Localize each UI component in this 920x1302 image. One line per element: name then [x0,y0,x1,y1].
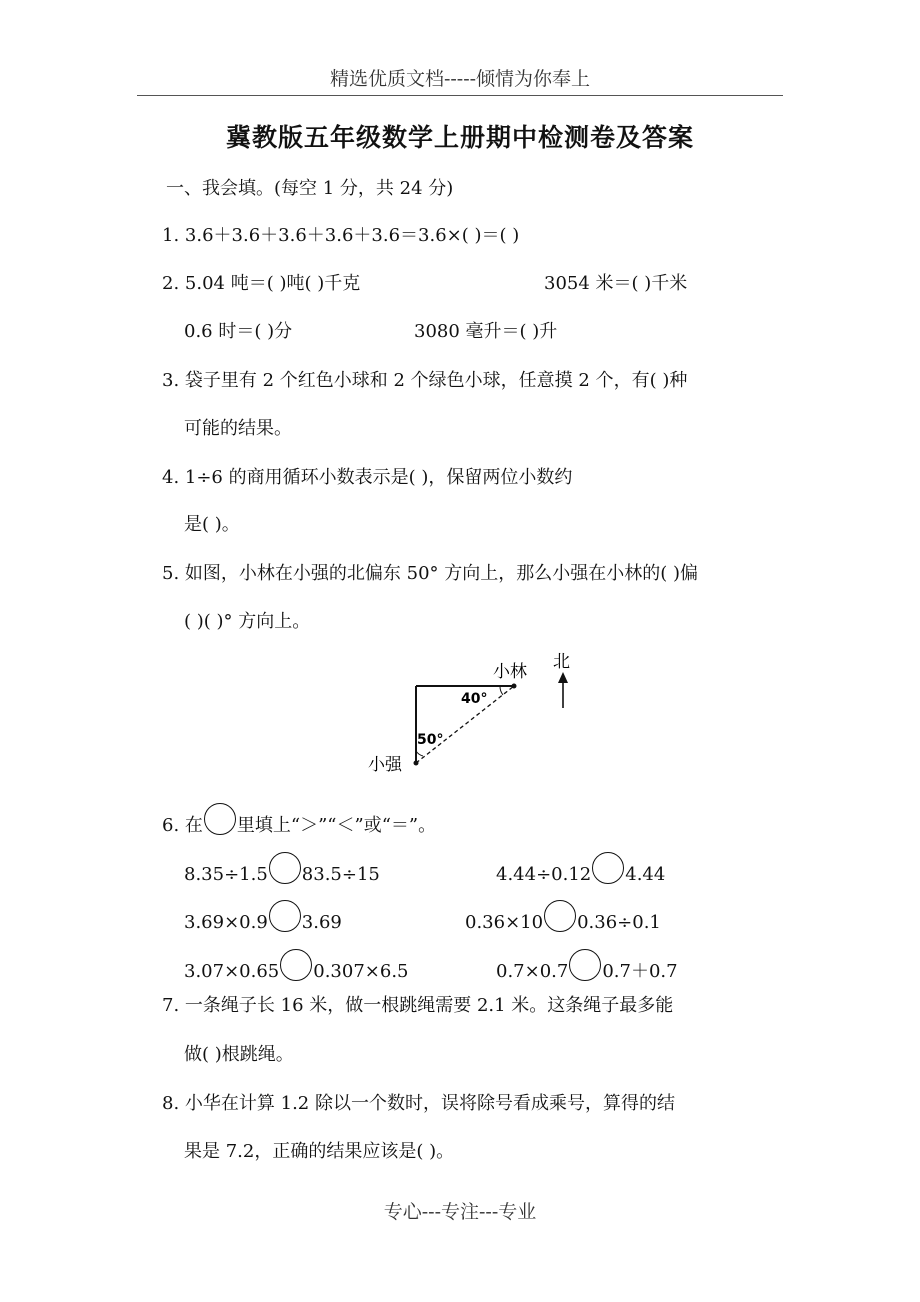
expr-left: 4.44÷0.12 [496,864,592,885]
answer-circle[interactable] [280,949,312,981]
expr-left: 8.35÷1.5 [184,864,268,885]
question-4-line-1: 4. 1÷6 的商用循环小数表示是( )，保留两位小数约 [162,467,573,488]
expr-left: 0.7×0.7 [496,961,569,982]
north-arrow-icon [558,672,568,683]
compare-row-3-left [184,949,409,982]
question-2-part-d: 3080 毫升＝( )升 [414,321,558,342]
question-2-part-a: 2. 5.04 吨＝( )吨( )千克 [162,273,361,294]
page-header: 精选优质文档-----倾情为你奉上 [329,68,591,90]
compare-row-1-left [184,852,380,885]
expr-left: 0.36×10 [465,912,544,933]
question-5-line-2: ( )( )° 方向上。 [184,611,311,632]
label-lin: 小林 [493,662,527,682]
answer-circle[interactable] [592,852,624,884]
document-title: 冀教版五年级数学上册期中检测卷及答案 [225,123,694,152]
expr-right: 0.307×6.5 [313,961,409,982]
expr-right: 0.7＋0.7 [602,961,678,982]
compare-row-2-right [465,900,661,933]
comparison-circle-icon [204,803,236,835]
question-7-line-1: 7. 一条绳子长 16 米，做一根跳绳需要 2.1 米。这条绳子最多能 [162,995,674,1016]
question-5-line-1: 5. 如图，小林在小强的北偏东 50° 方向上，那么小强在小林的( )偏 [162,563,699,584]
question-3-line-1: 3. 袋子里有 2 个红色小球和 2 个绿色小球，任意摸 2 个，有( )种 [162,370,688,391]
compare-row-3-right [496,949,678,983]
answer-circle[interactable] [269,852,301,884]
angle-arc-bottom [416,751,423,756]
direction-diagram [360,645,590,780]
expr-left: 3.07×0.65 [184,961,280,982]
label-north: 北 [553,652,570,672]
answer-circle[interactable] [569,949,601,981]
expr-right: 83.5÷15 [301,864,380,885]
expr-right: 3.69 [301,912,342,933]
question-7-line-2: 做( )根跳绳。 [184,1044,294,1065]
expr-right: 0.36÷0.1 [577,912,661,933]
angle-label-40: 40° [461,691,488,707]
qiang-point [414,761,419,766]
angle-label-50: 50° [417,732,444,748]
header-rule [137,95,783,96]
question-8-line-2: 果是 7.2，正确的结果应该是( )。 [184,1141,455,1162]
question-1: 1. 3.6＋3.6＋3.6＋3.6＋3.6＝3.6×( )＝( ) [162,225,520,246]
question-6-instruction [162,803,436,837]
angle-arc-top [500,686,503,695]
lin-point [512,684,517,689]
compare-row-1-right [496,852,665,885]
expr-left: 3.69×0.9 [184,912,268,933]
question-4-line-2: 是( )。 [184,514,240,535]
question-6-suffix: 里填上“＞”“＜”或“＝”。 [236,815,437,836]
page-footer: 专心---专注---专业 [383,1201,537,1223]
question-6-prefix: 6. 在 [162,815,203,836]
answer-circle[interactable] [544,900,576,932]
compare-row-2-left [184,900,342,933]
question-3-line-2: 可能的结果。 [184,418,292,439]
question-8-line-1: 8. 小华在计算 1.2 除以一个数时，误将除号看成乘号，算得的结 [162,1093,675,1114]
section-heading: 一、我会填。(每空 1 分，共 24 分) [166,178,454,199]
question-2-part-b: 3054 米＝( )千米 [544,273,688,294]
answer-circle[interactable] [269,900,301,932]
expr-right: 4.44 [625,864,666,885]
question-2-part-c: 0.6 时＝( )分 [184,321,293,342]
label-qiang: 小强 [368,755,402,775]
